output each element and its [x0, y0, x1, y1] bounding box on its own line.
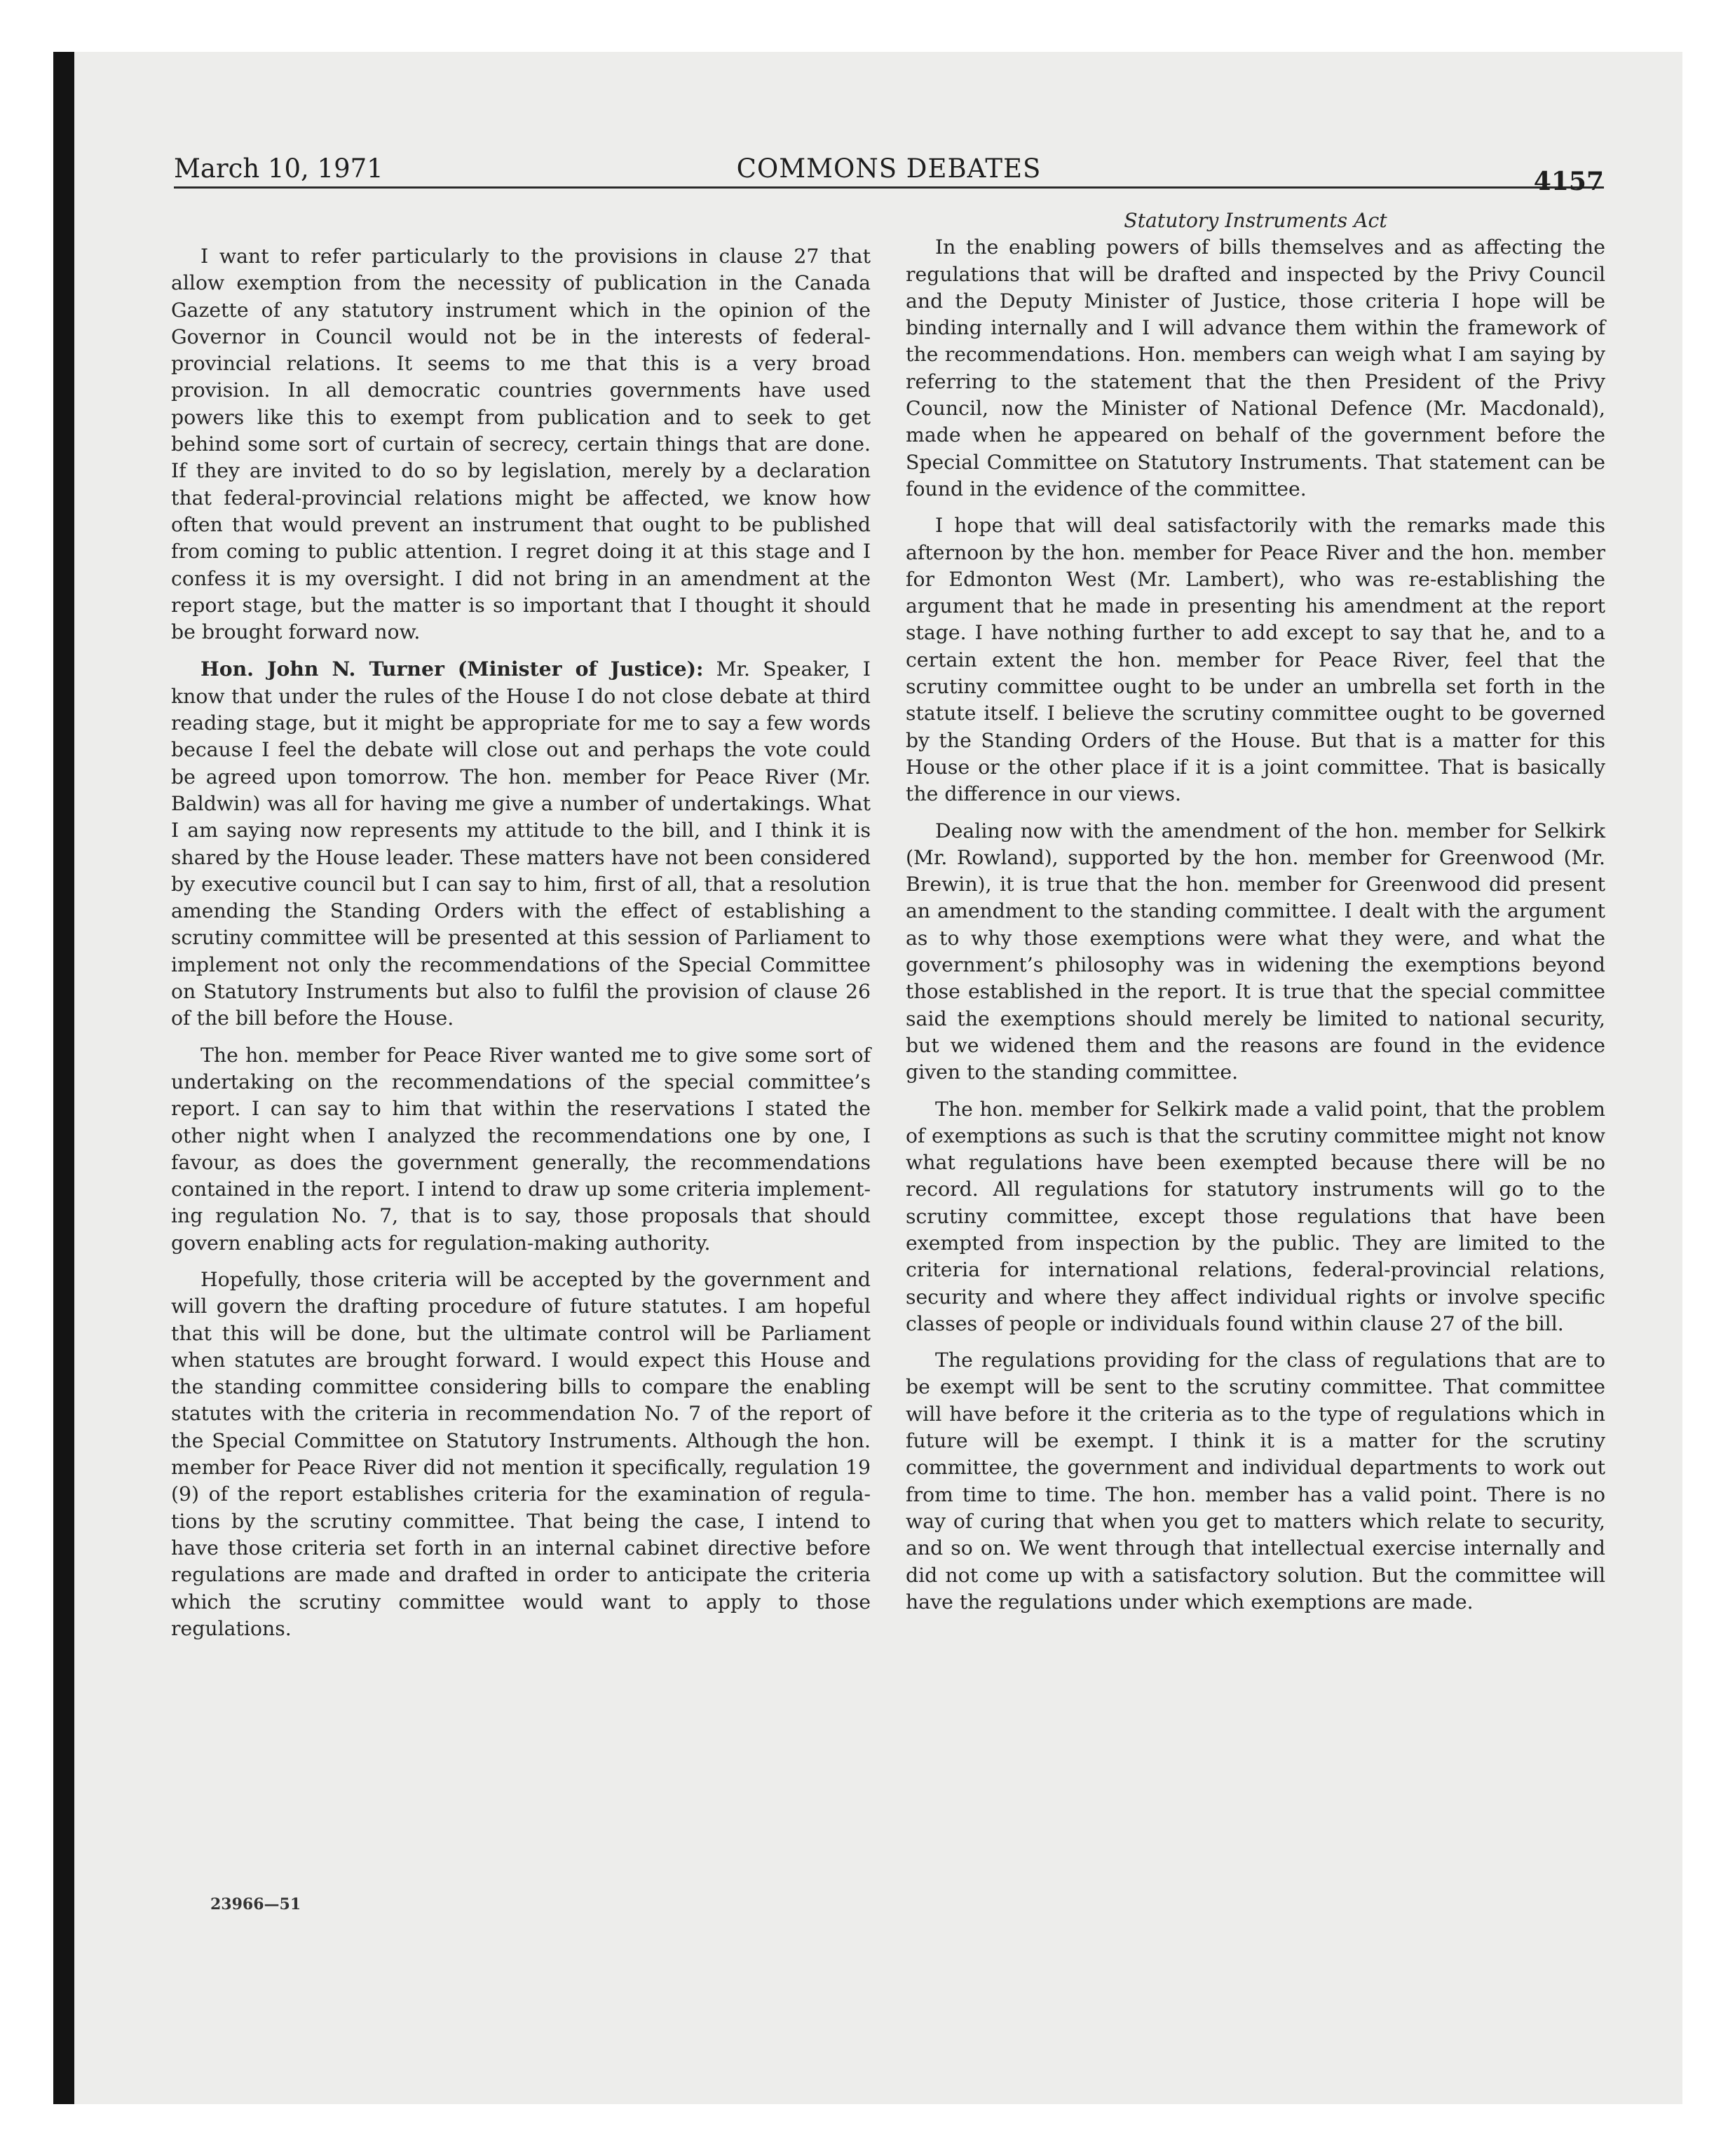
- paragraph: The hon. member for Peace River wanted me to give some sort of undertaking on the recommendations of the special committee’s report. I can say to him that within the reservations I stated the other night when I analyzed the recommendations one by one, I favour, as does the government generally, the recommendations contained in the report. I intend to draw up some criteria implementing regulation No. 7, that is to say, those proposals that should govern enabling acts for regulation-making authority.: [171, 1043, 871, 1255]
- header-title: COMMONS DEBATES: [736, 153, 1042, 184]
- paragraph: I hope that will deal satisfactorily with the remarks made this afternoon by the hon. member for Peace River and the hon. member for Edmonton West (Mr. Lambert), who was re-establishing the argument that he made in presenting his amendment at the report stage. I have nothing further to add except to say that he, and to a certain extent the hon. member for Peace River, feel that the scrutiny committee ought to be under an umbrella set forth in the statute itself. I believe the scrutiny committee ought to be governed by the Standing Orders of the House. But that is a matter for this House or the other place if it is a joint committee. That is basically the difference in our views.: [906, 514, 1605, 806]
- paragraph: The hon. member for Selkirk made a valid point, that the problem of exemptions as such is that the scrutiny committee might not know what regulations have been exempted because there will be no record. All regulations for statutory instruments will go to the scrutiny committee, except those regulations that have been exempted from inspection by the public. They are limited to the criteria for international relations, federal-provincial relations, security and where they affect individual rights or involve specific classes of people or individuals found within clause 27 of the bill.: [906, 1097, 1605, 1335]
- speech-paragraph: [171, 655, 871, 1032]
- page-header: [174, 146, 1604, 196]
- folio-number: 23966—51: [210, 1895, 301, 1913]
- speech-text: Mr. Speaker, I know that under the rules of the House I do not close debate at third reading stage, but it might be appropriate for me to say a few words because I feel the debate will close out and perhaps the vote could be agreed upon tomorrow. The hon. member for Peace River (Mr. Baldwin) was all for having me give a number of undertakings. What I am saying now represents my attitude to the bill, and I think it is shared by the House leader. These matters have not been considered by executive council but I can say to him, first of all, that a resolution amending the Standing Orders with the effect of establishing a scrutiny committee will be presented at this session of Parliament to implement not only the recommendations of the Special Committee on Statutory Instruments but also to fulfil the provision of clause 26 of the bill before the House.: [171, 657, 871, 1030]
- paragraph: Dealing now with the amendment of the hon. member for Selkirk (Mr. Rowland), supported by the hon. member for Greenwood (Mr. Brewin), it is true that the hon. member for Greenwood did present an amendment to the standing committee. I dealt with the argument as to why those exemptions were what they were, and what the government’s philosophy was in widening the exemptions beyond those established in the report. It is true that the special committee said the exemptions should merely be limited to national security, but we widened them and the reasons are found in the evidence given to the standing committee.: [906, 819, 1605, 1084]
- left-column: [171, 207, 871, 1642]
- speaker-name: Hon. John N. Turner (Minister of Justice):: [200, 657, 704, 681]
- paragraph: In the enabling powers of bills themselves and as affecting the regulations that will be drafted and inspected by the Privy Council and the Deputy Minister of Justice, those criteria I hope will be binding internally and I will advance them within the framework of the recommendations. Hon. members can weigh what I am saying by referring to the statement that the then President of the Privy Council, now the Minister of National Defence (Mr. Macdonald), made when he appeared on behalf of the government before the Special Committee on Statutory Instruments. That statement can be found in the evidence of the committee.: [906, 236, 1605, 500]
- paragraph: Hopefully, those criteria will be accepted by the government and will govern the drafting procedure of future statutes. I am hopeful that this will be done, but the ultimate control will be Parliament when statutes are brought forward. I would expect this House and the standing committee considering bills to compare the enabling statutes with the criteria in recommendation No. 7 of the report of the Special Committee on Statutory Instruments. Although the hon. member for Peace River did not mention it specifically, regulation 19 (9) of the report establishes criteria for the examination of regulations by the scrutiny committee. That being the case, I intend to have those criteria set forth in an internal cabinet directive before regulations are made and drafted in order to anticipate the criteria which the scrutiny committee would want to apply to those regulations.: [171, 1267, 871, 1640]
- paragraph: The regulations providing for the class of regulations that are to be exempt will be sent to the scrutiny committee. That committee will have before it the criteria as to the type of regulations which in future will be exempt. I think it is a matter for the scrutiny committee, the government and individual departments to work out from time to time. The hon. member has a valid point. There is no way of curing that when you get to matters which relate to security, and so on. We went through that intellectual exercise internally and did not come up with a satisfactory solution. But the committee will have the regulations under which exemptions are made.: [906, 1349, 1605, 1613]
- binding-edge: [53, 52, 74, 2104]
- paragraph: I want to refer particularly to the provisions in clause 27 that allow exemption from the necessity of publication in the Canada Gazette of any statutory instrument which in the opinion of the Governor in Council would not be in the interests of federal-provincial relations. It seems to me that this is a very broad provision. In all democratic countries governments have used powers like this to exempt from publication and to seek to get behind some sort of curtain of secrecy, certain things that are done. If they are invited to do so by legislation, merely by a declaration that federal-provincial relations might be affected, we know how often that would prevent an instrument that ought to be published from coming to public attention. I regret doing it at this stage and I confess it is my oversight. I did not bring in an amendment at the report stage, but the matter is so important that I thought it should be brought forward now.: [171, 245, 871, 644]
- header-page-number: 4157: [1533, 167, 1604, 196]
- header-date: March 10, 1971: [174, 153, 383, 184]
- right-column: [906, 207, 1605, 1616]
- running-head: Statutory Instruments Act: [1124, 209, 1387, 232]
